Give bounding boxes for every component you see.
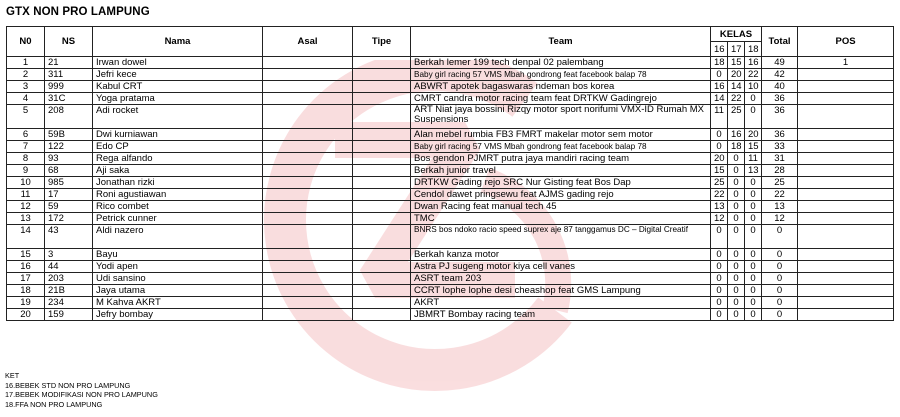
cell-no: 11 bbox=[7, 189, 45, 201]
cell-total: 49 bbox=[762, 57, 798, 69]
cell-asal bbox=[263, 285, 353, 297]
cell-total: 0 bbox=[762, 309, 798, 321]
cell-k18: 0 bbox=[745, 225, 762, 249]
cell-asal bbox=[263, 249, 353, 261]
cell-k16: 0 bbox=[711, 261, 728, 273]
cell-k17: 18 bbox=[728, 141, 745, 153]
cell-k16: 0 bbox=[711, 297, 728, 309]
cell-team: ASRT team 203 bbox=[411, 273, 711, 285]
cell-tipe bbox=[353, 141, 411, 153]
cell-ns: 68 bbox=[45, 165, 93, 177]
cell-no: 15 bbox=[7, 249, 45, 261]
legend bbox=[5, 371, 158, 409]
cell-total: 28 bbox=[762, 165, 798, 177]
cell-total: 31 bbox=[762, 153, 798, 165]
cell-nama: Adi rocket bbox=[93, 105, 263, 129]
cell-pos bbox=[798, 69, 894, 81]
header-no: N0 bbox=[7, 27, 45, 57]
cell-team: CMRT candra motor racing team feat DRTKW Gadingrejo bbox=[411, 93, 711, 105]
table-row bbox=[7, 261, 894, 273]
cell-asal bbox=[263, 261, 353, 273]
cell-tipe bbox=[353, 129, 411, 141]
cell-team: Alan mebel rumbia FB3 FMRT makelar motor sem motor bbox=[411, 129, 711, 141]
table-header bbox=[7, 27, 894, 57]
cell-no: 10 bbox=[7, 177, 45, 189]
cell-asal bbox=[263, 141, 353, 153]
legend-heading: KET bbox=[5, 371, 20, 380]
cell-k17: 15 bbox=[728, 57, 745, 69]
cell-team: Astra PJ sugeng motor kiya cell vanes bbox=[411, 261, 711, 273]
table-row bbox=[7, 285, 894, 297]
table-row bbox=[7, 213, 894, 225]
cell-k16: 14 bbox=[711, 93, 728, 105]
table-row bbox=[7, 165, 894, 177]
cell-asal bbox=[263, 297, 353, 309]
cell-asal bbox=[263, 81, 353, 93]
cell-k18: 0 bbox=[745, 273, 762, 285]
cell-no: 13 bbox=[7, 213, 45, 225]
cell-pos bbox=[798, 141, 894, 153]
cell-no: 18 bbox=[7, 285, 45, 297]
cell-no: 17 bbox=[7, 273, 45, 285]
cell-tipe bbox=[353, 81, 411, 93]
table-row bbox=[7, 57, 894, 69]
cell-pos bbox=[798, 165, 894, 177]
cell-no: 6 bbox=[7, 129, 45, 141]
cell-total: 0 bbox=[762, 297, 798, 309]
cell-nama: Rega alfando bbox=[93, 153, 263, 165]
table-row bbox=[7, 309, 894, 321]
cell-nama: Irwan dowel bbox=[93, 57, 263, 69]
cell-nama: Rico combet bbox=[93, 201, 263, 213]
cell-total: 0 bbox=[762, 285, 798, 297]
cell-k16: 15 bbox=[711, 165, 728, 177]
cell-k17: 0 bbox=[728, 177, 745, 189]
table-row bbox=[7, 177, 894, 189]
table-body bbox=[7, 57, 894, 321]
cell-pos bbox=[798, 273, 894, 285]
cell-asal bbox=[263, 153, 353, 165]
cell-tipe bbox=[353, 261, 411, 273]
cell-ns: 31C bbox=[45, 93, 93, 105]
header-kelas: KELAS bbox=[711, 27, 762, 42]
cell-k16: 0 bbox=[711, 249, 728, 261]
cell-pos bbox=[798, 285, 894, 297]
cell-ns: 17 bbox=[45, 189, 93, 201]
cell-asal bbox=[263, 57, 353, 69]
table-row bbox=[7, 141, 894, 153]
cell-team: Bos gendon PJMRT putra jaya mandiri racing team bbox=[411, 153, 711, 165]
cell-asal bbox=[263, 177, 353, 189]
cell-k16: 11 bbox=[711, 105, 728, 129]
table-row bbox=[7, 189, 894, 201]
cell-asal bbox=[263, 201, 353, 213]
cell-team: JBMRT Bombay racing team bbox=[411, 309, 711, 321]
cell-asal bbox=[263, 129, 353, 141]
cell-k16: 0 bbox=[711, 141, 728, 153]
cell-team: DRTKW Gading rejo SRC Nur Gisting feat Bos Dap bbox=[411, 177, 711, 189]
header-tipe: Tipe bbox=[353, 27, 411, 57]
cell-pos: 1 bbox=[798, 57, 894, 69]
cell-nama: Petrick cunner bbox=[93, 213, 263, 225]
cell-k18: 0 bbox=[745, 261, 762, 273]
cell-nama: M Kahva AKRT bbox=[93, 297, 263, 309]
cell-asal bbox=[263, 225, 353, 249]
cell-pos bbox=[798, 213, 894, 225]
cell-k17: 0 bbox=[728, 225, 745, 249]
cell-team: Berkah lemer 199 tech denpal 02 palembang bbox=[411, 57, 711, 69]
cell-asal bbox=[263, 165, 353, 177]
header-team: Team bbox=[411, 27, 711, 57]
legend-item: 16.BEBEK STD NON PRO LAMPUNG bbox=[5, 380, 131, 390]
header-kelas-16: 16 bbox=[711, 42, 728, 57]
header-total: Total bbox=[762, 27, 798, 57]
results-table bbox=[6, 26, 894, 321]
cell-tipe bbox=[353, 273, 411, 285]
cell-total: 0 bbox=[762, 273, 798, 285]
cell-no: 7 bbox=[7, 141, 45, 153]
cell-k16: 0 bbox=[711, 309, 728, 321]
cell-k16: 0 bbox=[711, 285, 728, 297]
cell-total: 33 bbox=[762, 141, 798, 153]
cell-nama: Bayu bbox=[93, 249, 263, 261]
cell-total: 13 bbox=[762, 201, 798, 213]
cell-k18: 0 bbox=[745, 189, 762, 201]
table-row bbox=[7, 249, 894, 261]
cell-team: Berkah kanza motor bbox=[411, 249, 711, 261]
cell-k16: 25 bbox=[711, 177, 728, 189]
cell-tipe bbox=[353, 201, 411, 213]
cell-nama: Yodi apen bbox=[93, 261, 263, 273]
cell-ns: 44 bbox=[45, 261, 93, 273]
cell-k17: 16 bbox=[728, 129, 745, 141]
cell-tipe bbox=[353, 213, 411, 225]
cell-ns: 999 bbox=[45, 81, 93, 93]
cell-ns: 59 bbox=[45, 201, 93, 213]
cell-ns: 208 bbox=[45, 105, 93, 129]
header-ns: NS bbox=[45, 27, 93, 57]
cell-k17: 0 bbox=[728, 165, 745, 177]
table-row bbox=[7, 81, 894, 93]
cell-pos bbox=[798, 225, 894, 249]
cell-nama: Jonathan rizki bbox=[93, 177, 263, 189]
cell-k18: 11 bbox=[745, 153, 762, 165]
cell-ns: 21 bbox=[45, 57, 93, 69]
header-nama: Nama bbox=[93, 27, 263, 57]
cell-pos bbox=[798, 297, 894, 309]
cell-tipe bbox=[353, 309, 411, 321]
cell-no: 8 bbox=[7, 153, 45, 165]
cell-asal bbox=[263, 105, 353, 129]
cell-ns: 985 bbox=[45, 177, 93, 189]
header-kelas-17: 17 bbox=[728, 42, 745, 57]
cell-no: 1 bbox=[7, 57, 45, 69]
cell-k16: 16 bbox=[711, 81, 728, 93]
cell-pos bbox=[798, 189, 894, 201]
cell-no: 20 bbox=[7, 309, 45, 321]
cell-nama: Edo CP bbox=[93, 141, 263, 153]
cell-k16: 0 bbox=[711, 129, 728, 141]
cell-total: 42 bbox=[762, 69, 798, 81]
cell-total: 0 bbox=[762, 249, 798, 261]
cell-total: 22 bbox=[762, 189, 798, 201]
cell-k17: 0 bbox=[728, 249, 745, 261]
cell-pos bbox=[798, 93, 894, 105]
cell-total: 0 bbox=[762, 225, 798, 249]
cell-no: 2 bbox=[7, 69, 45, 81]
cell-k16: 12 bbox=[711, 213, 728, 225]
cell-k18: 22 bbox=[745, 69, 762, 81]
table-row bbox=[7, 105, 894, 129]
cell-tipe bbox=[353, 177, 411, 189]
table-row bbox=[7, 153, 894, 165]
cell-k18: 0 bbox=[745, 177, 762, 189]
cell-k18: 20 bbox=[745, 129, 762, 141]
cell-team: Dwan Racing feat manual tech 45 bbox=[411, 201, 711, 213]
cell-pos bbox=[798, 153, 894, 165]
cell-pos bbox=[798, 201, 894, 213]
table-row bbox=[7, 69, 894, 81]
cell-k17: 25 bbox=[728, 105, 745, 129]
cell-ns: 203 bbox=[45, 273, 93, 285]
cell-team: Baby girl racing 57 VMS Mbah gondrong feat facebook balap 78 bbox=[411, 141, 711, 153]
cell-total: 40 bbox=[762, 81, 798, 93]
cell-k17: 0 bbox=[728, 309, 745, 321]
cell-team: ABWRT apotek bagaswaras ndeman bos korea bbox=[411, 81, 711, 93]
cell-k18: 16 bbox=[745, 57, 762, 69]
cell-k18: 13 bbox=[745, 165, 762, 177]
cell-k18: 0 bbox=[745, 93, 762, 105]
table-row bbox=[7, 201, 894, 213]
cell-k17: 0 bbox=[728, 297, 745, 309]
cell-team: BNRS bos ndoko racio speed suprex aje 87 tanggamus DC – Digital Creatif bbox=[411, 225, 711, 249]
cell-k16: 22 bbox=[711, 189, 728, 201]
cell-k18: 0 bbox=[745, 309, 762, 321]
cell-k18: 15 bbox=[745, 141, 762, 153]
cell-k18: 10 bbox=[745, 81, 762, 93]
cell-nama: Udi sansino bbox=[93, 273, 263, 285]
cell-k16: 13 bbox=[711, 201, 728, 213]
cell-k16: 20 bbox=[711, 153, 728, 165]
cell-pos bbox=[798, 261, 894, 273]
cell-asal bbox=[263, 93, 353, 105]
cell-k18: 0 bbox=[745, 249, 762, 261]
cell-k16: 0 bbox=[711, 273, 728, 285]
cell-no: 3 bbox=[7, 81, 45, 93]
table-row bbox=[7, 273, 894, 285]
cell-tipe bbox=[353, 297, 411, 309]
cell-tipe bbox=[353, 249, 411, 261]
cell-nama: Roni agustiawan bbox=[93, 189, 263, 201]
cell-nama: Jefri kece bbox=[93, 69, 263, 81]
cell-k17: 22 bbox=[728, 93, 745, 105]
header-kelas-18: 18 bbox=[745, 42, 762, 57]
cell-tipe bbox=[353, 93, 411, 105]
cell-total: 36 bbox=[762, 93, 798, 105]
cell-nama: Kabul CRT bbox=[93, 81, 263, 93]
cell-nama: Aldi nazero bbox=[93, 225, 263, 249]
cell-k17: 0 bbox=[728, 273, 745, 285]
legend-item: 18.FFA NON PRO LAMPUNG bbox=[5, 399, 103, 409]
cell-k18: 0 bbox=[745, 201, 762, 213]
cell-pos bbox=[798, 81, 894, 93]
cell-ns: 93 bbox=[45, 153, 93, 165]
cell-nama: Yoga pratama bbox=[93, 93, 263, 105]
cell-pos bbox=[798, 309, 894, 321]
cell-nama: Dwi kurniawan bbox=[93, 129, 263, 141]
table-row bbox=[7, 297, 894, 309]
cell-no: 5 bbox=[7, 105, 45, 129]
cell-k17: 14 bbox=[728, 81, 745, 93]
cell-asal bbox=[263, 213, 353, 225]
cell-tipe bbox=[353, 189, 411, 201]
cell-tipe bbox=[353, 225, 411, 249]
cell-total: 0 bbox=[762, 261, 798, 273]
cell-tipe bbox=[353, 69, 411, 81]
header-asal: Asal bbox=[263, 27, 353, 57]
cell-no: 9 bbox=[7, 165, 45, 177]
cell-ns: 21B bbox=[45, 285, 93, 297]
cell-k16: 0 bbox=[711, 69, 728, 81]
cell-no: 4 bbox=[7, 93, 45, 105]
cell-k17: 0 bbox=[728, 285, 745, 297]
cell-tipe bbox=[353, 105, 411, 129]
cell-team: TMC bbox=[411, 213, 711, 225]
cell-pos bbox=[798, 129, 894, 141]
cell-total: 36 bbox=[762, 129, 798, 141]
cell-k18: 0 bbox=[745, 105, 762, 129]
cell-ns: 3 bbox=[45, 249, 93, 261]
cell-nama: Aji saka bbox=[93, 165, 263, 177]
cell-no: 12 bbox=[7, 201, 45, 213]
cell-tipe bbox=[353, 165, 411, 177]
cell-k17: 0 bbox=[728, 189, 745, 201]
table-row bbox=[7, 225, 894, 249]
cell-nama: Jaya utama bbox=[93, 285, 263, 297]
table-row bbox=[7, 129, 894, 141]
cell-ns: 311 bbox=[45, 69, 93, 81]
cell-ns: 234 bbox=[45, 297, 93, 309]
cell-ns: 159 bbox=[45, 309, 93, 321]
header-pos: POS bbox=[798, 27, 894, 57]
cell-ns: 59B bbox=[45, 129, 93, 141]
cell-team: CCRT lophe lophe desi cheashop feat GMS Lampung bbox=[411, 285, 711, 297]
cell-team: ART Niat jaya bossini Rizqy motor sport norifumi VMX-ID Rumah MX Suspensions bbox=[411, 105, 711, 129]
cell-k17: 0 bbox=[728, 213, 745, 225]
cell-asal bbox=[263, 309, 353, 321]
cell-asal bbox=[263, 273, 353, 285]
cell-ns: 172 bbox=[45, 213, 93, 225]
cell-pos bbox=[798, 105, 894, 129]
cell-no: 19 bbox=[7, 297, 45, 309]
cell-total: 25 bbox=[762, 177, 798, 189]
legend-item: 17.BEBEK MODIFIKASI NON PRO LAMPUNG bbox=[5, 390, 158, 399]
table-row bbox=[7, 93, 894, 105]
page-title: GTX NON PRO LAMPUNG bbox=[6, 6, 150, 18]
cell-total: 12 bbox=[762, 213, 798, 225]
cell-k16: 18 bbox=[711, 57, 728, 69]
cell-k18: 0 bbox=[745, 213, 762, 225]
cell-k17: 20 bbox=[728, 69, 745, 81]
cell-asal bbox=[263, 189, 353, 201]
cell-tipe bbox=[353, 57, 411, 69]
cell-tipe bbox=[353, 153, 411, 165]
cell-k17: 0 bbox=[728, 201, 745, 213]
cell-pos bbox=[798, 177, 894, 189]
cell-ns: 43 bbox=[45, 225, 93, 249]
cell-k18: 0 bbox=[745, 285, 762, 297]
cell-nama: Jefry bombay bbox=[93, 309, 263, 321]
cell-team: Baby girl racing 57 VMS Mbah gondrong feat facebook balap 78 bbox=[411, 69, 711, 81]
cell-team: AKRT bbox=[411, 297, 711, 309]
cell-ns: 122 bbox=[45, 141, 93, 153]
cell-k16: 0 bbox=[711, 225, 728, 249]
cell-no: 16 bbox=[7, 261, 45, 273]
cell-team: Cendol dawet pringsewu feat AJMS gading rejo bbox=[411, 189, 711, 201]
cell-no: 14 bbox=[7, 225, 45, 249]
cell-tipe bbox=[353, 285, 411, 297]
cell-team: Berkah junior travel bbox=[411, 165, 711, 177]
cell-k18: 0 bbox=[745, 297, 762, 309]
cell-k17: 0 bbox=[728, 261, 745, 273]
cell-k17: 0 bbox=[728, 153, 745, 165]
cell-asal bbox=[263, 69, 353, 81]
cell-pos bbox=[798, 249, 894, 261]
cell-total: 36 bbox=[762, 105, 798, 129]
